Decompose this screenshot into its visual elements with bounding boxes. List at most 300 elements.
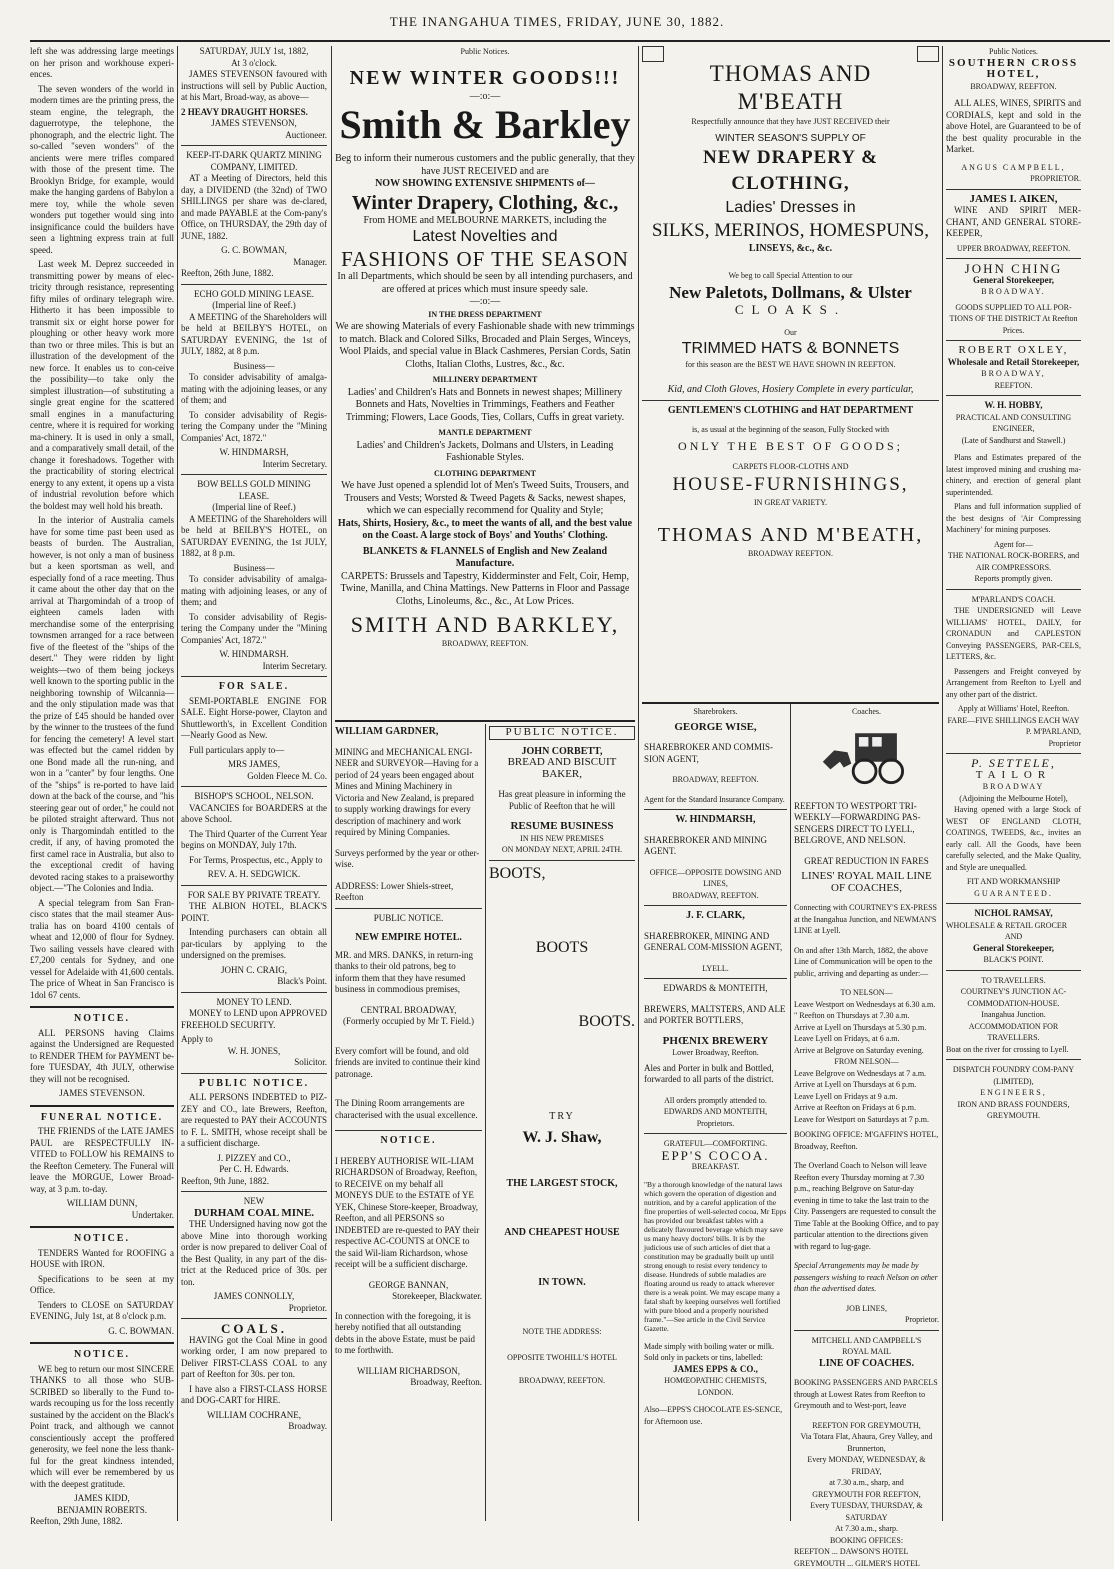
time: At 7.30 a.m., sharp. [794,1523,939,1535]
boots-1: BOOTS, [489,865,635,883]
gardner-body: Surveys performed by the year or other-wise. [335,848,482,871]
treaty-sign: JOHN C. CRAIG, [181,965,327,977]
money-body: MONEY to LEND upon APPROVED FREEHOLD SECURITY. [181,1008,327,1031]
divider [946,589,1081,590]
divider [181,145,327,146]
iron: IRON AND BRASS FOUNDERS, [946,1099,1081,1111]
coach-route: REEFTON TO WESTPORT TRI-WEEKLY—FORWARDING PAS-SENGERS DIRECT TO LYELL, BELGROVE, AND NELSON. [794,801,939,847]
durham-body: THE Undersigned having now got the above Mine into thorough working order is now prepared to deliver Coal of the Best Quality, in any part of the dis-trict at the Reduced price of 30s. per ton. [181,1219,327,1288]
gardner-heading: WILLIAM GARDNER, [335,726,482,738]
coals-body: HAVING got the Coal Mine in good working order, I am now prepared to Deliver FIRST-CLASS COAL to any part of Reefton for 30s. per ton. [181,1335,327,1381]
divider [489,860,635,861]
coals-heading: COALS. [181,1323,327,1335]
line-coaches: LINE OF COACHES. [794,1358,939,1370]
divider [644,905,787,906]
timetable-row: Leave Lyell on Fridays at 9 a.m. [794,1091,939,1103]
firm-name-footer: THOMAS AND M'BEATH, [642,522,939,548]
ching-name: JOHN CHING [946,263,1081,275]
hobby-name: W. H. HOBBY, [946,400,1081,412]
durham-sign: JAMES CONNOLLY, [181,1291,327,1303]
gardner-body: MINING and MECHANICAL ENGI-NEER and SURVEYOR—Having for a period of 24 years been engaged about Mines and Mining Machinery in Victoria and New Zealand, is prepared to supply working drawings for every description of machinery and work required by Mining Companies. [335,747,482,839]
news-paragraph: In the interior of Australia camels have for some time past been used as beasts of burden. The Australian, however, is not only a man of business but a keen sportsman as well, and especially fond of a race meeting. Thus it came about the other day that on the arrival at Thargomindah of a troop of eighteen camels laden with merchandise some of the enterprising townsmen arranged for a race between five of the fleetest of the "ships of the desert." They were ridden by light weights—two of them being jockeys well known to the sporting public in the neighboring township of Wilcannia—and the only stipulation made was that the prize of £45 should be handed over by the winner to the trustees of the fund for fencing the cemetery! A level start was effected but the camel ridden by one Bond made all the run-ning, and won in a "canter" by four lengths. One of the "ships" is re-ported to have laid down at the back of the course, and "his steering gear out of order," he could not be piloted straight afterward. Thus not only is Thargomindah entitled to the credit, if any, of having promoted the first camel race in Australia, but also to the exceptional credit of having devoted racing stakes to a praiseworthy object.—"The Colonies and India. [30,515,174,895]
largest: THE LARGEST STOCK, [489,1178,635,1190]
mparland-title: Proprietor [946,738,1081,750]
paletots: New Paletots, Dollmans, & Ulster [642,282,939,304]
royal-mail: ROYAL MAIL [794,1346,939,1358]
boots-2: BOOTS [489,939,635,957]
cloaks: CLOAKS. [642,304,939,317]
column-coaches [794,706,939,1521]
millinery-heading: MILLINERY DEPARTMENT [335,374,635,387]
hindmarsh-body: SHAREBROKER AND MINING AGENT. [644,835,787,858]
echo-heading: ECHO GOLD MINING LEASE. [181,289,327,301]
auction-body: JAMES STEVENSON favoured with instructions will sell by Public Auction, at his Mart, Broad-way, as above— [181,69,327,104]
edwards-title: Proprietors. [644,1118,787,1130]
divider [946,340,1081,341]
firm-name: Smith & Barkley [335,103,635,147]
school-body: VACANCIES for BOARDERS at the above School. [181,803,327,826]
treaty-body: THE ALBION HOTEL, BLACK'S POINT. [181,901,327,924]
gentlemen: GENTLEMEN'S CLOTHING and HAT DEPARTMENT [642,405,939,418]
grateful: GRATEFUL—COMFORTING. [644,1138,787,1150]
divider [794,1330,939,1331]
ship-icon [642,46,664,62]
pn-heading: PUBLIC NOTICE. [335,913,482,925]
every: Every MONDAY, WEDNESDAY, & FRIDAY, [794,1454,939,1477]
news-paragraph: A special telegram from San Fran-cisco states that the mail steamer Aus-tralia has on board 4100 centals of wheat and 12,000 of flour for Sydney. Two sailing vessels have cleared with £7,200 centals for Sydney, and one vessel for Adelaide with 41,600 centals. The price of Wheat in San Francisco is 1dol 67 cents. [30,898,174,1002]
hobby-agent: Agent for— [946,539,1081,551]
and: AND [946,931,1081,943]
epps-also: Also—EPPS'S CHOCOLATE ES-SENCE, for Afternoon use. [644,1404,787,1427]
empire-comfort: Every comfort will be found, and old friends are invited to continue their kind patronage. [335,1046,482,1081]
breakfast: BREAKFAST. [644,1161,787,1173]
news-paragraph: The seven wonders of the world in modern times are the printing press, the steam engine, the telegraph, the daguerrotype, the telephone, the phonograph, and the electric light. The so-called "seven wonders" of the ancients were mere trifles compared with those of the present time. The Brooklyn Bridge, for example, would make the hanging gardens of Babylon a mere toy, while the whole seven wonders put together would sing into insignificance could the builders have seen a lightning express train at full speed. [30,84,174,257]
column-notices [181,46,327,1521]
notice-body: Tenders to CLOSE on SATURDAY EVENING, July 1st, at 8 o'clock p.m. [30,1300,174,1323]
baker-title: BREAD AND BISCUIT BAKER, [489,757,635,780]
mantle-body: Ladies' and Children's Jackets, Dolmans and Ulsters, in Leading Fashionable Styles. [335,440,635,465]
shaw-address: BROADWAY, REEFTON. [489,1375,635,1387]
southern-cross: SOUTHERN CROSS HOTEL, [946,58,1081,81]
divider [181,1191,327,1192]
divider [335,908,482,909]
timetable-row: Arrive at Lyell on Thursdays at 5.30 p.m. [794,1022,939,1034]
divider [181,992,327,993]
column-rule [790,704,791,1521]
school-heading: BISHOP'S SCHOOL, NELSON. [181,791,327,803]
treaty-heading: FOR SALE BY PRIVATE TREATY. [181,890,327,902]
general-storekeeper: General Storekeeper, [946,943,1081,955]
mparland-apply: Apply at Williams' Hotel, Reefton. [946,703,1081,715]
notice-body: TENDERS Wanted for ROOFING a HOUSE with IRON. [30,1248,174,1271]
try: TRY [489,1111,635,1123]
treaty-title: Black's Point. [181,976,327,988]
engineers: ENGINEERS, [946,1087,1081,1099]
firm-name-footer: SMITH AND BARKLEY, [335,612,635,638]
accommodation: ACCOMMODATION FOR TRAVELLERS. [946,1021,1081,1044]
column-corbett-shaw [489,726,635,1521]
settele-adjoining: (Adjoining the Melbourne Hotel), [946,793,1081,805]
money-heading: MONEY TO LEND. [181,997,327,1009]
edwards-body: BREWERS, MALTSTERS, AND ALE and PORTER BOTTLERS, [644,1004,787,1027]
mantle-heading: MANTLE DEPARTMENT [335,427,635,440]
section-label: Sharebrokers. [644,706,787,718]
southern-body: ALL ALES, WINES, SPIRITS and CORDIALS, kept and sold in the above Hotel, are Guaranteed to be of the best quality procurable in the Market. [946,98,1081,156]
shaw-name: W. J. Shaw, [489,1132,635,1144]
bow-sign: W. HINDMARSH. [181,649,327,661]
tailor: TAILOR [946,770,1081,782]
nt-sign: GEORGE BANNAN, [335,1280,482,1292]
opposite: OPPOSITE TWOHILL'S HOTEL [489,1352,635,1364]
keep-body: AT a Meeting of Directors, held this day, a DIVIDEND (the 32nd) of TWO SHILLINGS per share was de-clared, and made PAYABLE at the Com-pany's Office, on THURSDAY, the 29th day of JUNE, 1882. [181,173,327,242]
wise-body: SHAREBROKER AND COMMIS-SION AGENT, [644,742,787,765]
bow-body: A MEETING of the Shareholders will be held at BEILBY'S HOTEL, on SATURDAY EVENING, the 1st JULY, 1882, at 8 p.m. [181,514,327,560]
column-directory [946,46,1081,1521]
linseys: LINSEYS, &c., &c. [642,243,939,256]
funeral-heading: FUNERAL NOTICE. [30,1112,174,1124]
masthead: THE INANGAHUA TIMES, FRIDAY, JUNE 30, 1882. [0,14,1114,30]
money-sign: W. H. JONES, [181,1046,327,1058]
echo-body: A MEETING of the Shareholders will be held at BEILBY'S HOTEL, on SATURDAY EVENING, the 1st of JULY, 1882, at 8 p.m. [181,312,327,358]
note-address: NOTE THE ADDRESS: [489,1326,635,1338]
coach-icon [819,722,914,792]
divider [181,474,327,475]
funeral-signature: WILLIAM DUNN, [30,1198,174,1210]
public-heading: PUBLIC NOTICE. [181,1078,327,1090]
divider: —:o:— [335,91,635,104]
echo-business: Business— [181,361,327,373]
bow-sub: (Imperial line of Reef.) [181,502,327,514]
keep-heading: KEEP-IT-DARK QUARTZ MINING COMPANY, LIMITED. [181,150,327,173]
greymouth: GREYMOUTH. [946,1110,1081,1122]
variety: IN GREAT VARIETY. [642,497,939,510]
timetable-row: Leave Belgrove on Wednesdays at 7 a.m. [794,1068,939,1080]
wise-name: GEORGE WISE, [644,722,787,734]
from-nelson: FROM NELSON— [794,1056,939,1068]
bow-item: To consider advisability of amalga-mating with adjoining leases, or any of them; and [181,574,327,609]
empire-body: MR. and MRS. DANKS, in return-ing thanks to their old patrons, beg to inform them that they have resumed business in commodious premises, [335,950,482,996]
departments: In all Departments, which should be seen by all intending purchasers, and are offered at prices which must insure speedy sale. [335,271,635,296]
thomas-mbeath-ad [642,46,939,696]
echo-sub: (Imperial line of Reef.) [181,300,327,312]
fit: FIT AND WORKMANSHIP [946,876,1081,888]
divider [181,885,327,886]
epps-cocoa: EPP'S COCOA. [644,1150,787,1162]
auction-time: At 3 o'clock. [181,58,327,70]
clark-address: LYELL. [644,963,787,975]
ladies: Ladies' Dresses in [642,197,939,219]
edwards-name: EDWARDS & MONTEITH, [644,983,787,995]
keep-sign: G. C. BOWMAN, [181,245,327,257]
durham-title: Proprietor. [181,1303,327,1315]
edwards-ales: Ales and Porter in bulk and Bottled, forwarded to all parts of the district. [644,1063,787,1086]
boots-3: BOOTS. [489,1013,635,1031]
money-title: Solicitor. [181,1057,327,1069]
overland: The Overland Coach to Nelson will leave Reefton every Thursday morning at 7.30 p.m., reaching Belgrove on Satur-day evening in time to take the last train to the City. Passengers are requested to consult the Time Table at the Booking Office, and to pay particular attention to the directions given with regard to lug-gage. [794,1160,939,1252]
echo-item: To consider advisability of Regis-tering the Company under the "Mining Companies' Act, 1872." [181,410,327,445]
keep-title: Manager. [181,257,327,269]
southern-address: BROADWAY, REEFTON. [946,81,1081,93]
time: at 7.30 a.m., sharp, and [794,1477,939,1489]
section-label: Public Notices. [335,46,635,59]
campbell-title: PROPRIETOR. [946,173,1081,185]
durham-new: NEW [181,1196,327,1208]
divider [30,1006,174,1008]
intro: Beg to inform their numerous customers and the public generally, that they have JUST RECEIVED and are [335,153,635,178]
divider [946,970,1081,971]
hats-line: Hats, Shirts, Hosiery, &c., to meet the wants of all, and the best value on the Coast. A large stock of Boys' and Youths' Clothing. [335,518,635,543]
bow-title: Interim Secretary. [181,661,327,673]
wise-address: BROADWAY, REEFTON. [644,774,787,786]
notice-body: Specifications to be seen at my Office. [30,1274,174,1297]
nt-title: Broadway, Reefton. [335,1377,482,1389]
divider [946,395,1081,396]
coals-sign: WILLIAM COCHRANE, [181,1410,327,1422]
timetable-row: " Reefton on Thursdays at 7.30 a.m. [794,1010,939,1022]
courtney: COURTNEY'S JUNCTION AC-COMMODATION-HOUSE. [946,986,1081,1009]
sale-heading: FOR SALE. [181,681,327,693]
mparland-heading: M'PARLAND'S COACH. [946,594,1081,606]
mparland-sign: P. M'PARLAND, [946,726,1081,738]
aiken-name: JAMES I. AIKEN, [946,194,1081,206]
timetable-row: Arrive at Lyell on Thursdays at 6 p.m. [794,1079,939,1091]
intro-shipments: NOW SHOWING EXTENSIVE SHIPMENTS of— [335,178,635,191]
divider [181,1318,327,1319]
divider [946,753,1081,754]
clothing-body: We have Just opened a splendid lot of Men's Tweed Suits, Trousers, and Trousers and Vests; Worsted & Tweed Pagets & Sacks, newest shapes, which we can especially recommend for Quality and Style; [335,480,635,518]
office-row: REEFTON ... DAWSON'S HOTEL [794,1546,939,1558]
durham-heading: DURHAM COAL MINE. [181,1208,327,1220]
divider [946,1059,1081,1060]
winter: WINTER SEASON'S SUPPLY OF [642,133,939,146]
hobby-body: PRACTICAL AND CONSULTING ENGINEER, [946,412,1081,435]
usual: is, as usual at the beginning of the season, Fully Stocked with [642,424,939,437]
mitchell: MITCHELL AND CAMPBELL'S [794,1335,939,1347]
dress-body: We are showing Materials of every Fashionable shade with new trimmings to match. Black and Colored Silks, Brocaded and Plain Serges, Winceys, Wool Plaids, and special value in Black Cashmeres, Persian Cords, Satin Cloths, Italian Cloths, Lustres, &c., &c. [335,321,635,371]
sale-sign: MRS JAMES, [181,759,327,771]
carpets: CARPETS FLOOR-CLOTHS AND [642,461,939,474]
firm-address: BROADWAY, REEFTON. [335,638,635,651]
corbett-name: JOHN CORBETT, [489,746,635,758]
hindmarsh-name: W. HINDMARSH, [644,814,787,826]
aiken-body: WINE AND SPIRIT MER-CHANT, AND GENERAL STORE-KEEPER, [946,205,1081,240]
public-body: ALL PERSONS INDEBTED to PIZ-ZEY and CO., late Brewers, Reefton, are requested to PAY their ACCOUNTS to F. L. SMITH, whose receipt shall be a sufficient discharge. [181,1092,327,1150]
divider [644,809,787,810]
oxley-town: REEFTON. [946,380,1081,392]
dispatch: DISPATCH FOUNDRY COM-PANY (LIMITED), [946,1064,1081,1087]
corbett-body: Has great pleasure in informing the Public of Reefton that he will [489,789,635,812]
column-rule [942,46,943,1521]
school-body: The Third Quarter of the Current Year begins on MONDAY, July 17th. [181,829,327,852]
public-date: Reefton, 9th June, 1882. [181,1176,327,1188]
clothing-heading: CLOTHING DEPARTMENT [335,468,635,481]
section-label: Public Notices. [946,46,1081,58]
edwards-orders: All orders promptly attended to. [644,1095,787,1107]
cheapest: AND CHEAPEST HOUSE [489,1227,635,1239]
notice-signature: G. C. BOWMAN. [30,1326,174,1338]
smith-barkley-ad [335,46,635,716]
notice-heading: NOTICE. [30,1233,174,1245]
ching-address: BROADWAY. [946,286,1081,298]
attention: We beg to call Special Attention to our [642,270,939,283]
dress-heading: IN THE DRESS DEPARTMENT [335,309,635,322]
ship-icon [917,46,939,62]
reefton-greymouth: REEFTON FOR GREYMOUTH, [794,1420,939,1432]
divider [181,786,327,787]
column-sharebrokers [644,706,787,1521]
column-news [30,46,174,1521]
aiken-address: UPPER BROADWAY, REEFTON. [946,243,1081,255]
auction-sign: JAMES STEVENSON, [181,118,327,130]
season: for this season are the BEST WE HAVE SHOWN IN REEFTON. [642,359,939,372]
ad-headline: NEW WINTER GOODS!!! [335,65,635,91]
lines-mail: LINES' ROYAL MAIL LINE OF COACHES, [794,871,939,894]
junction: Inangahua Junction. [946,1009,1081,1021]
notice-signature: JAMES STEVENSON. [30,1088,174,1100]
auction-title: Auctioneer. [181,130,327,142]
office-row: GREYMOUTH ... GILMER'S HOTEL [794,1558,939,1569]
gloves: Kid, and Cloth Gloves, Hosiery Complete in every particular, [642,384,939,397]
public-sign: Per C. H. Edwards. [181,1164,327,1176]
millinery-body: Ladies' and Children's Hats and Bonnets in newest shapes; Millinery Bonnets and Hats, Novelties in Trimmings, Feathers and Feather Trimming; Flowers, Lace Goods, Ties, Collars, Cuffs in great variety. [335,387,635,425]
booking-passengers: BOOKING PASSENGERS AND PARCELS through at Lowest Rates from Reefton to Greymouth and to West-port, leave [794,1377,939,1412]
settele-body: Having opened with a large Stock of WEST OF ENGLAND CLOTH, COATINGS, TWEEDS, &c., invites an early call. All the Goods, have been carefully selected, and the Make Quality, and Style are unequalled. [946,804,1081,873]
notice-date: Reefton, 29th June, 1882. [30,1516,174,1528]
announce: Respectfully announce that they have JUST RECEIVED their [642,116,939,129]
pn-heading: PUBLIC NOTICE. [489,726,635,740]
bow-heading: BOW BELLS GOLD MINING LEASE. [181,479,327,502]
sale-body: Full particulars apply to— [181,745,327,757]
guaranteed: GUARANTEED. [946,888,1081,900]
coals-body: I have also a FIRST-CLASS HORSE and DOG-CART for HIRE. [181,1384,327,1407]
blacks-point: BLACK'S POINT. [946,954,1081,966]
divider [946,258,1081,259]
lines-connect: Connecting with COURTNEY'S EX-PRESS at the Inangahua Junction, and NEWMAN'S LINE at Lyell. [794,902,939,937]
oxley-address: BROADWAY, [946,368,1081,380]
sale-title: Golden Fleece M. Co. [181,771,327,783]
epps-company: JAMES EPPS & CO., [644,1364,787,1376]
divider [181,676,327,677]
reports: Reports promptly given. [946,573,1081,585]
funeral-body: THE FRIENDS of the LATE JAMES PAUL are RESPECTFULLY IN-VITED to FOLLOW his REMAINS to the Reefton Cemetery. The Funeral will leave the MORGUE, Lower Broad-way, at 3 p.m. to-day. [30,1126,174,1195]
nt-body: I HEREBY AUTHORISE WIL-LIAM RICHARDSON of Broadway, Reefton, to RECEIVE on my behalf all MONEYS DUE to the ESTATE of YE YEK, Chinese Store-keeper, Broadway, Reefton, and all PERSONS so INDEBTED are re-quested to PAY their respective AC-COUNTS at ONCE to the said Wil-liam Richardson, whose receipt will be a sufficient discharge. [335,1156,482,1271]
boat: Boat on the river for crossing to Lyell. [946,1044,1081,1056]
divider [946,903,1081,904]
sale-body: SEMI-PORTABLE ENGINE FOR SALE. Eight Horse-power, Clayton and Shuttleworth's, in Excellent Condition—Nearly Good as New. [181,696,327,742]
clark-body: SHAREBROKER, MINING AND GENERAL COM-MISSION AGENT, [644,931,787,954]
every: Every TUESDAY, THURSDAY, & SATURDAY [794,1500,939,1523]
hobby-late: (Late of Sandhurst and Stawell.) [946,435,1081,447]
divider [181,1073,327,1074]
bow-business: Business— [181,563,327,575]
hobby-plans: Plans and Estimates prepared of the latest improved mining and crushing ma-chinery, and erection of general plant superintended. [946,452,1081,498]
booking-office: BOOKING OFFICE: M'GAFFIN'S HOTEL, Broadway, Reefton. [794,1129,939,1152]
clark-name: J. F. CLARK, [644,910,787,922]
divider [946,189,1081,190]
homeopathic: HOMŒOPATHIC CHEMISTS, [644,1375,787,1387]
bow-item: To consider advisability of Regis-tering the Company under the "Mining Companies' Act, 1872." [181,612,327,647]
empire-dining: The Dining Room arrangements are characterised with the usual excellence. [335,1098,482,1121]
our: Our [642,327,939,340]
oxley-body: Wholesale and Retail Storekeeper, [946,357,1081,369]
public-sign: J. PIZZEY and CO., [181,1153,327,1165]
via: Via Totara Flat, Ahaura, Grey Valley, and Brunnerton, [794,1431,939,1454]
latest: Latest Novelties and [335,227,635,247]
epps-made: Made simply with boiling water or milk. Sold only in packets or tins, labelled: [644,1341,787,1364]
auction-item: 2 HEAVY DRAUGHT HORSES. [181,107,327,119]
edwards-sign: EDWARDS AND MONTEITH, [644,1106,787,1118]
mparland-fare: FARE—FIVE SHILLINGS EACH WAY [946,715,1081,727]
carpets-line: CARPETS: Brussels and Tapestry, Kidderminster and Felt, Coir, Hemp, Twine, Manilla, and China Mattings. New Patterns in Floor and Passage Cloths, Linoleums, &c., &c., At Low Prices. [335,571,635,609]
money-apply: Apply to [181,1034,327,1046]
job-title: Proprietor. [794,1314,939,1326]
mparland-pass: Passengers and Freight conveyed by Arrangement from Reefton to Lyell and any other part of the district. [946,666,1081,701]
empire-location: CENTRAL BROADWAY, [335,1005,482,1017]
new-drapery: NEW DRAPERY & CLOTHING, [642,145,939,197]
oxley-name: ROBERT OXLEY, [946,345,1081,357]
column-rule [485,724,486,1521]
special: Special Arrangements may be made by passengers wishing to reach Nelson on other than the advertised dates. [794,1260,939,1295]
premises: IN HIS NEW PREMISES [489,833,635,845]
resume-date: ON MONDAY NEXT, APRIL 24TH. [489,844,635,856]
trimmed: TRIMMED HATS & BONNETS [642,339,939,359]
keep-date: Reefton, 26th June, 1882. [181,268,327,280]
epps-body: "By a thorough knowledge of the natural laws which govern the operation of digestion and nutrition, and by a careful application of the fine properties of well-selected cocoa, Mr Epps has provided our breakfast tables with a delicately flavoured beverage which may save us many heavy doctors' bills. It is by the judicious use of such articles of diet that a constitution may be gradually built up until strong enough to resist every tendency to disease. Hundreds of subtle maladies are floating around us ready to attack wherever there is a weak point. We may escape many a fatal shaft by keeping ourselves well fortified with pure blood and a properly nourished frame."—See article in the Civil Service Gazette. [644,1180,787,1333]
travellers: TO TRAVELLERS. [946,975,1081,987]
settele-address: BROADWAY [946,781,1081,793]
booking-offices: BOOKING OFFICES: [794,1535,939,1547]
resume: RESUME BUSINESS [489,821,635,833]
funeral-title: Undertaker. [30,1210,174,1222]
timetable-row: Arrive at Belgrove on Saturday evening. [794,1045,939,1057]
fashions: FASHIONS OF THE SEASON [335,247,635,271]
notice-heading: NOTICE. [30,1013,174,1025]
divider [644,1133,787,1134]
phoenix: PHŒNIX BREWERY [644,1036,787,1048]
divider [644,978,787,979]
empire-heading: NEW EMPIRE HOTEL. [335,932,482,944]
coals-title: Broadway. [181,1421,327,1433]
town: IN TOWN. [489,1277,635,1289]
hobby-plans: Plans and full information supplied of the best designs of 'Air Compressing Machinery' for mining purposes. [946,501,1081,536]
divider [181,284,327,285]
timetable-row: Leave for Westport on Saturdays at 7 p.m. [794,1114,939,1126]
news-paragraph: left she was addressing large meetings on her prison and workhouse experi-ences. [30,46,174,81]
wise-agent: Agent for the Standard Insurance Company. [644,794,787,806]
echo-sign: W. HINDMARSH, [181,447,327,459]
lines-after: On and after 13th March, 1882, the above Line of Communication will be open to the public, arriving and departing as under:— [794,945,939,980]
nt-heading: NOTICE. [335,1135,482,1147]
masthead-rule [30,40,1110,42]
divider [30,1105,174,1107]
national: THE NATIONAL ROCK-BORERS, and AIR COMPRESSORS. [946,550,1081,573]
ramsay-body: WHOLESALE & RETAIL GROCER [946,920,1081,932]
divider [30,1226,174,1228]
divider: —:o:— [335,296,635,309]
divider [335,720,635,722]
fares: GREAT REDUCTION IN FARES [794,856,939,868]
to-nelson: TO NELSON— [794,987,939,999]
notice-body: ALL PERSONS having Claims against the Undersigned are Requested to RENDER THEM for PAYMENT be-fore TUESDAY, 4th JULY, otherwise they will not be recognised. [30,1028,174,1086]
from-markets: From HOME and MELBOURNE MARKETS, including the [335,215,635,228]
divider [642,400,939,401]
blankets-line: BLANKETS & FLANNELS of English and New Zealand Manufacture. [335,546,635,571]
school-sign: REV. A. H. SEDGWICK. [181,869,327,881]
timetable-row: Arrive at Reefton on Fridays at 6 p.m. [794,1102,939,1114]
column-rule [638,46,639,1521]
firm-address: BROADWAY REEFTON. [642,548,939,561]
job-lines: JOB LINES, [794,1303,939,1315]
